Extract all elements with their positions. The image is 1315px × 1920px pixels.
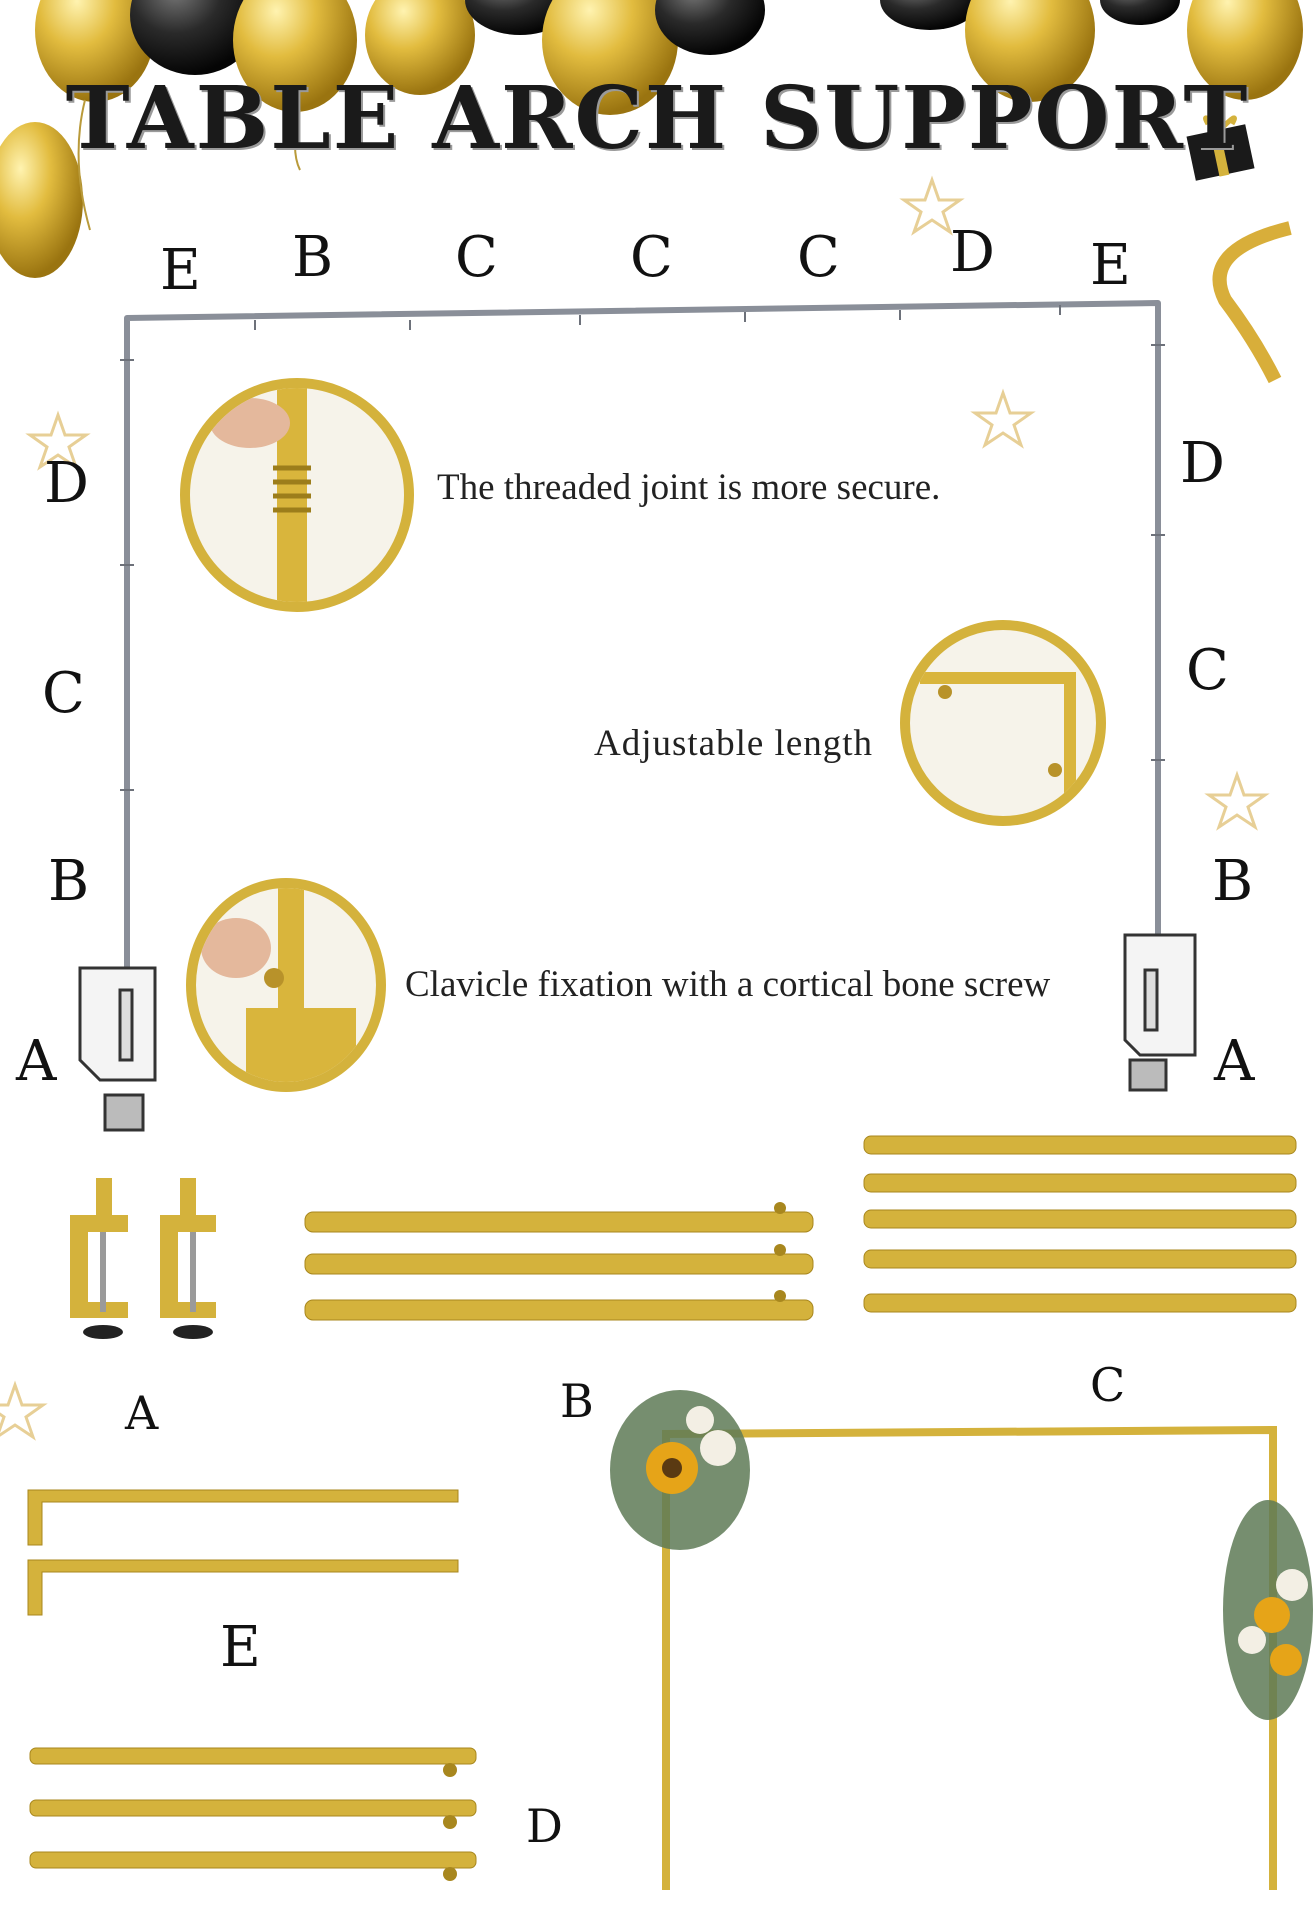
frame-label-top: C	[630, 225, 673, 290]
frame-label-top: B	[292, 225, 334, 290]
frame-label-right: B	[1212, 849, 1254, 914]
frame-label-left: A	[16, 1029, 57, 1094]
part-label-a: A	[125, 1386, 159, 1440]
callout-threaded: The threaded joint is more secure.	[437, 467, 941, 508]
frame-label-top: D	[950, 220, 995, 285]
frame-label-left: C	[42, 661, 85, 726]
frame-label-right: A	[1214, 1029, 1255, 1094]
flower-icon	[610, 1390, 1313, 1720]
callout-adjustable: Adjustable length	[594, 723, 874, 764]
part-label-e: E	[220, 1615, 261, 1680]
page-title: TABLE ARCH SUPPORT	[65, 68, 1250, 169]
callout-clavicle: Clavicle fixation with a cortical bone screw	[405, 964, 1051, 1005]
frame-label-right: C	[1186, 638, 1229, 703]
frame-label-top: C	[455, 225, 498, 290]
frame-label-left: D	[44, 451, 89, 516]
part-label-c: C	[1090, 1358, 1126, 1412]
part-label-b: B	[560, 1374, 594, 1428]
frame-label-top: E	[1090, 233, 1131, 298]
frame-label-right: D	[1180, 431, 1225, 496]
frame-label-top: C	[797, 225, 840, 290]
part-label-d: D	[526, 1799, 563, 1853]
frame-label-top: E	[160, 238, 201, 303]
clamp-icon	[70, 1178, 216, 1339]
frame-label-left: B	[48, 849, 90, 914]
